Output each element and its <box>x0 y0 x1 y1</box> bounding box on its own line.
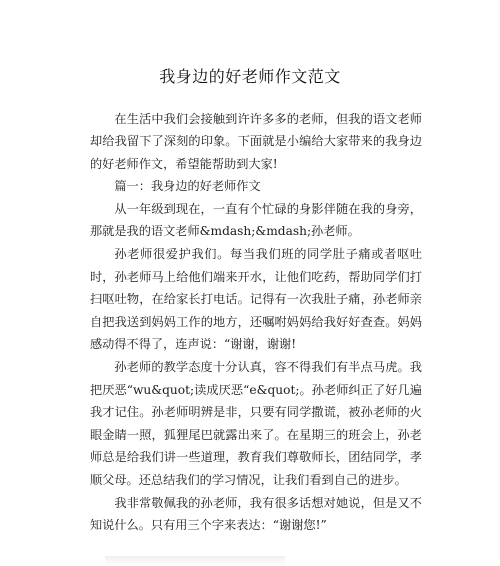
section-heading: 篇一：我身边的好老师作文 <box>114 179 261 194</box>
body-paragraph: 从一年级到现在，一直有个忙碌的身影伴随在我的身旁，那就是我的语文老师&mdash;&mdash;孙老师。 <box>90 201 422 239</box>
body-paragraph: 孙老师很爱护我们。每当我们班的同学肚子痛或者呕吐时，孙老师马上给他们端来开水，让他们吃药，帮助同学们打扫呕吐物，在给家长打电话。记得有一次我肚子痛，孙老师亲自把我送到妈妈工作的地方，还嘱咐妈妈给我好好查查。妈妈感动得不得了，连声说：“谢谢，谢谢! <box>90 247 422 352</box>
cut-off-text-shadow <box>105 556 285 566</box>
intro-paragraph: 在生活中我们会接触到许许多多的老师，但我的语文老师却给我留下了深刻的印象。下面就是小编给大家带来的我身边的好老师作文，希望能帮助到大家! <box>90 112 422 171</box>
page-title: 我身边的好老师作文范文 <box>159 67 341 86</box>
body-paragraph: 孙老师的教学态度十分认真，容不得我们有半点马虎。我把厌恶“wu&quot;读成厌恶“e&quot;。孙老师纠正了好几遍我才记住。孙老师明辨是非，只要有同学撒谎，被孙老师的火眼金睛一照，狐狸尾巴就露出来了。在星期三的班会上，孙老师总是给我们讲一些道理，教育我们尊敬师长，团结同学，孝顺父母。还总结我们的学习情况，让我们看到自己的进步。 <box>90 360 422 487</box>
body-paragraph: 我非常敬佩我的孙老师，我有很多话想对她说，但是又不知说什么。只有用三个字来表达：“谢谢您!” <box>90 495 422 533</box>
article-body <box>90 108 422 537</box>
